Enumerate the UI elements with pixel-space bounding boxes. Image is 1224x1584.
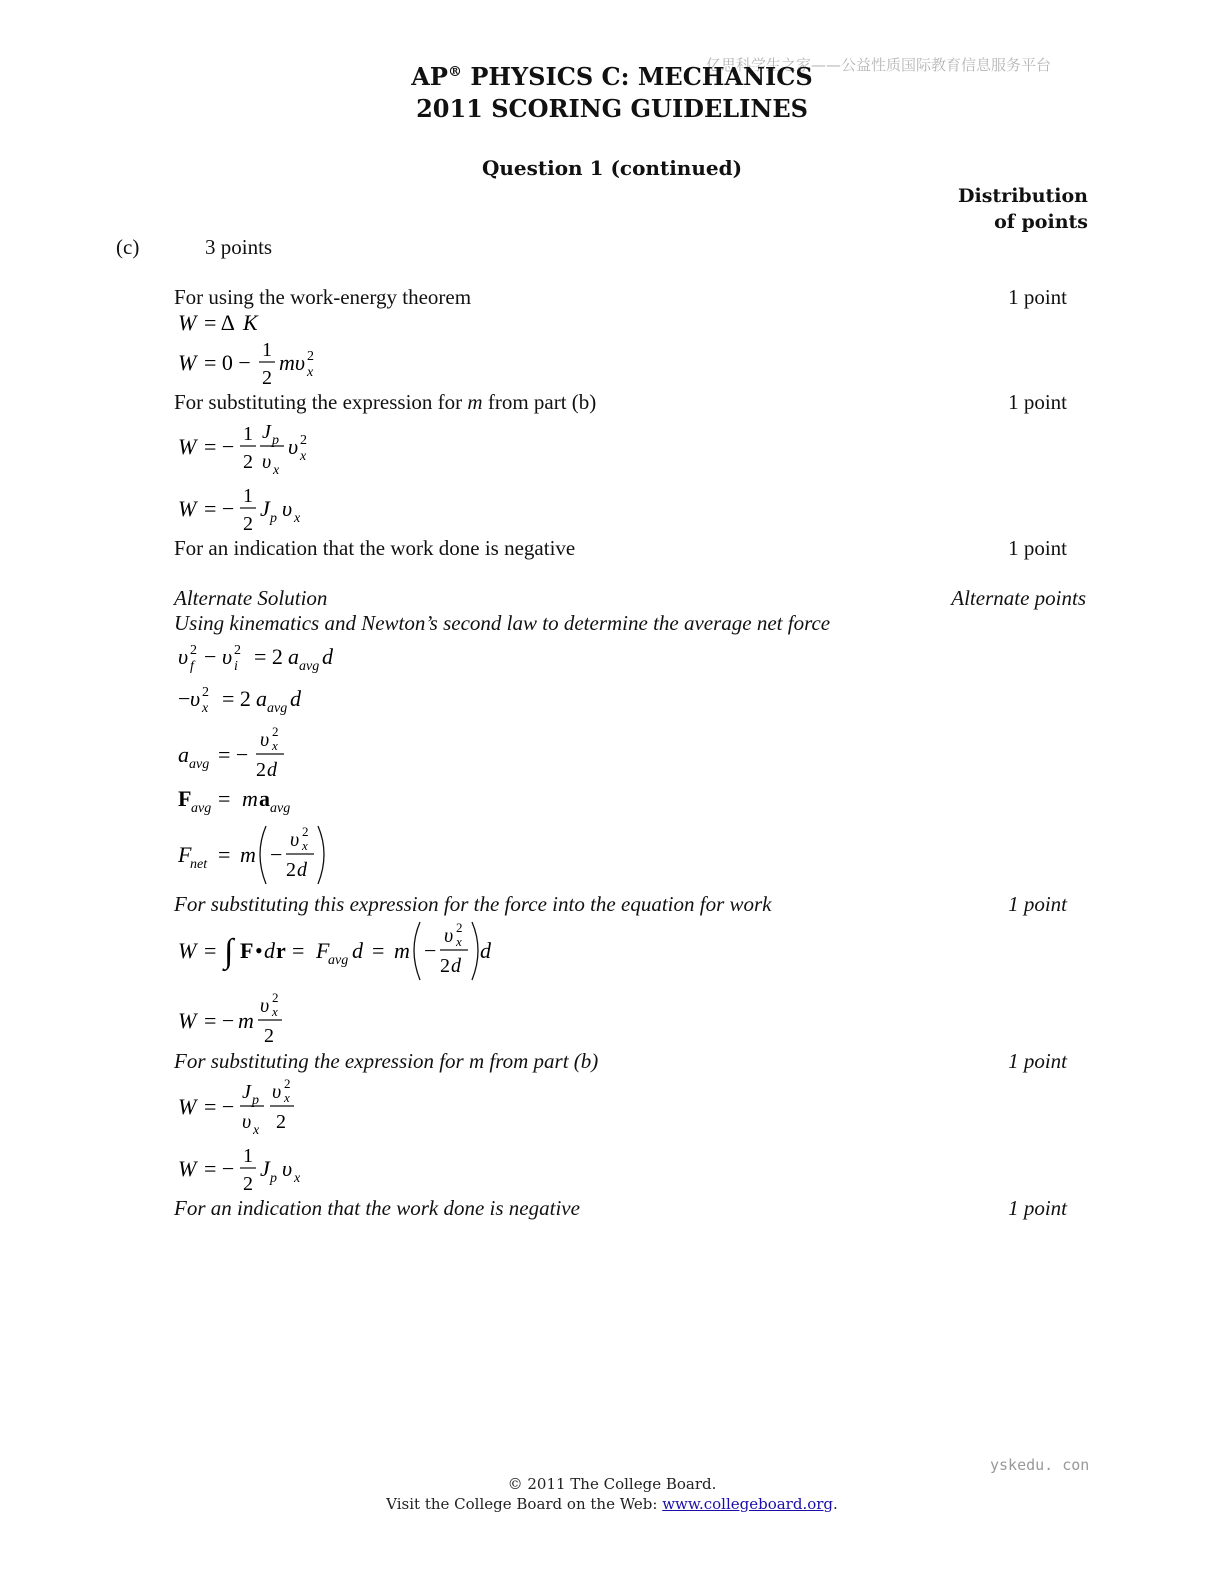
svg-text:υ: υ [260,995,270,1017]
svg-text:p: p [270,511,277,526]
svg-text:W: W [178,350,197,375]
svg-text:F: F [178,842,192,867]
svg-text:= Δ: = Δ [204,310,235,335]
svg-text:x: x [284,1090,290,1105]
svg-text:x: x [253,1123,260,1138]
svg-text:x: x [302,838,308,853]
svg-text:F: F [178,786,192,811]
svg-text:x: x [456,934,462,949]
college-board-link[interactable]: www.collegeboard.org [662,1495,834,1513]
svg-text:υ: υ [282,1156,293,1181]
svg-text:= 0 −: = 0 − [204,350,251,375]
svg-text:= −: = − [204,496,235,521]
svg-text:2: 2 [262,367,272,389]
svg-text:f: f [190,659,194,674]
svg-text:W: W [178,310,197,335]
svg-text:2: 2 [243,451,253,473]
svg-text:2: 2 [272,724,279,739]
page-subtitle-year: 2011 SCORING GUIDELINES [416,94,808,123]
svg-text:J: J [242,1081,251,1103]
svg-text:avg: avg [267,701,288,716]
svg-text:a: a [178,742,189,767]
svg-text:a: a [259,786,270,811]
svg-text:2: 2 [302,824,309,839]
svg-text:2: 2 [307,349,314,364]
svg-text:1: 1 [243,423,253,445]
svg-text:2: 2 [190,643,197,658]
point-award: 1 point [1008,1196,1067,1220]
svg-text:m: m [240,842,256,867]
svg-text:2: 2 [243,1173,253,1195]
svg-text:p: p [252,1093,259,1108]
svg-text:υ: υ [262,451,272,473]
watermark: 亿思科学生之家——公益性质国际教育信息服务平台 [706,56,1052,74]
svg-text:2: 2 [276,1111,286,1133]
svg-text:m: m [242,786,258,811]
svg-text:2: 2 [440,955,450,977]
equation-kinematics [176,640,376,685]
svg-text:υ: υ [190,686,201,711]
svg-text:avg: avg [328,953,349,968]
svg-text:2: 2 [264,1025,274,1047]
svg-text:x: x [300,449,307,464]
svg-text:x: x [272,738,278,753]
svg-text:avg: avg [191,801,212,816]
svg-text:a: a [256,686,267,711]
equation-f-net [176,820,376,895]
svg-text:d: d [451,955,461,977]
equation-a-avg [176,724,376,787]
svg-text:=: = [372,938,385,963]
svg-text:d: d [322,644,333,669]
svg-text:m: m [394,938,410,963]
svg-text:υ: υ [178,644,189,669]
svg-text:−: − [178,686,191,711]
point-award: 1 point [1008,892,1067,916]
svg-text:2: 2 [272,990,279,1005]
alternate-solution-title: Alternate Solution [174,586,328,610]
question-heading: Question 1 (continued) [481,156,743,180]
svg-text:υ: υ [222,644,233,669]
point-award: 1 point [1008,285,1067,309]
alt-substitute-m-text: For substituting the expression for m from part (b) [174,1049,599,1073]
svg-text:d: d [264,938,275,963]
page-title: AP® PHYSICS C: MECHANICS [411,62,813,91]
equation-alt-w-half-jp-vx [176,1144,356,1201]
svg-text:= −: = − [204,434,235,459]
svg-text:= −: = − [218,742,249,767]
svg-text:1: 1 [262,339,272,361]
distribution-heading: Distribution of points [958,185,1088,233]
part-label: (c) [116,235,140,259]
svg-text:=: = [204,938,217,963]
equation-w-delta-k [176,308,296,341]
substitute-m-text: For substituting the expression for m from part (b) [174,390,597,414]
alt-negative-text: For an indication that the work done is negative [174,1196,580,1220]
svg-text:=: = [218,786,231,811]
svg-text:d: d [290,686,301,711]
svg-text:d: d [297,859,307,881]
svg-text:avg: avg [189,757,210,772]
svg-text:J: J [262,421,271,443]
svg-text:avg: avg [270,801,291,816]
svg-text:υ: υ [288,434,299,459]
part-points: 3 points [205,235,273,259]
svg-text:1: 1 [243,485,253,507]
svg-text:W: W [178,1156,197,1181]
svg-text:υ: υ [444,925,454,947]
svg-text:= 2: = 2 [222,686,251,711]
svg-text:F: F [316,938,330,963]
svg-text:= 2: = 2 [254,644,283,669]
equation-newton [176,784,376,825]
svg-text:x: x [307,365,314,380]
svg-text:= −: = − [204,1008,235,1033]
svg-text:J: J [260,496,270,521]
svg-text:2: 2 [300,433,307,448]
svg-text:=: = [292,938,305,963]
footer-copyright: © 2011 The College Board. [507,1475,717,1493]
svg-text:p: p [272,433,279,448]
alternate-intro-text: Using kinematics and Newton’s second law to determine the average net force [174,611,831,635]
svg-text:W: W [178,1094,197,1119]
svg-text:1: 1 [243,1145,253,1167]
svg-text:x: x [273,463,280,478]
svg-text:•: • [255,938,263,963]
svg-text:υ: υ [290,829,300,851]
negative-text: For an indication that the work done is negative [174,536,576,560]
svg-text:p: p [270,1171,277,1186]
svg-text:υ: υ [242,1111,252,1133]
svg-text:K: K [243,310,258,335]
svg-text:W: W [178,938,197,963]
svg-text:−: − [270,842,283,867]
svg-text:2: 2 [456,920,463,935]
equation-w-half-jp-vx [176,484,356,541]
work-energy-text: For using the work-energy theorem [174,285,472,309]
svg-text:net: net [190,857,208,872]
footer-visit: Visit the College Board on the Web: www.collegeboard.org. [386,1495,838,1513]
svg-text:W: W [178,496,197,521]
svg-text:=: = [218,842,231,867]
svg-text:2: 2 [234,643,241,658]
svg-text:−: − [204,644,217,669]
svg-text:W: W [178,1008,197,1033]
svg-text:2: 2 [243,513,253,535]
svg-text:F: F [240,938,254,963]
svg-text:W: W [178,434,197,459]
equation-w-neg-m-vx2 [176,990,376,1053]
site-mark: yskedu. con [990,1456,1090,1474]
svg-text:x: x [202,701,209,716]
point-award: 1 point [1008,390,1067,414]
svg-text:2: 2 [256,759,266,781]
svg-text:= −: = − [204,1094,235,1119]
svg-text:x: x [294,1171,301,1186]
equation-alt-w-jp [176,1076,376,1143]
svg-text:= −: = − [204,1156,235,1181]
alternate-points-label: Alternate points [951,586,1086,610]
alt-substitute-force-text: For substituting this expression for the force into the equation for work [174,892,772,916]
svg-text:m: m [238,1008,254,1033]
point-award: 1 point [1008,1049,1067,1073]
svg-text:avg: avg [299,659,320,674]
svg-text:d: d [352,938,363,963]
svg-text:i: i [234,659,238,674]
svg-text:mυ: mυ [279,350,305,375]
svg-text:d: d [480,938,491,963]
svg-text:a: a [288,644,299,669]
svg-text:2: 2 [202,685,209,700]
svg-text:d: d [267,759,277,781]
svg-text:−: − [424,938,437,963]
point-award: 1 point [1008,536,1067,560]
svg-text:J: J [260,1156,270,1181]
svg-text:x: x [272,1004,278,1019]
svg-text:∫: ∫ [224,933,234,970]
equation-work-integral [176,916,516,991]
svg-text:2: 2 [286,859,296,881]
svg-text:υ: υ [282,496,293,521]
equation-neg-vx2 [176,682,376,727]
svg-text:x: x [294,511,301,526]
svg-text:r: r [276,938,286,963]
svg-text:υ: υ [272,1081,282,1103]
equation-w-jp-vx2 [176,418,356,485]
equation-w-half-mv [176,338,356,395]
svg-text:2: 2 [284,1076,291,1091]
svg-text:υ: υ [260,729,270,751]
